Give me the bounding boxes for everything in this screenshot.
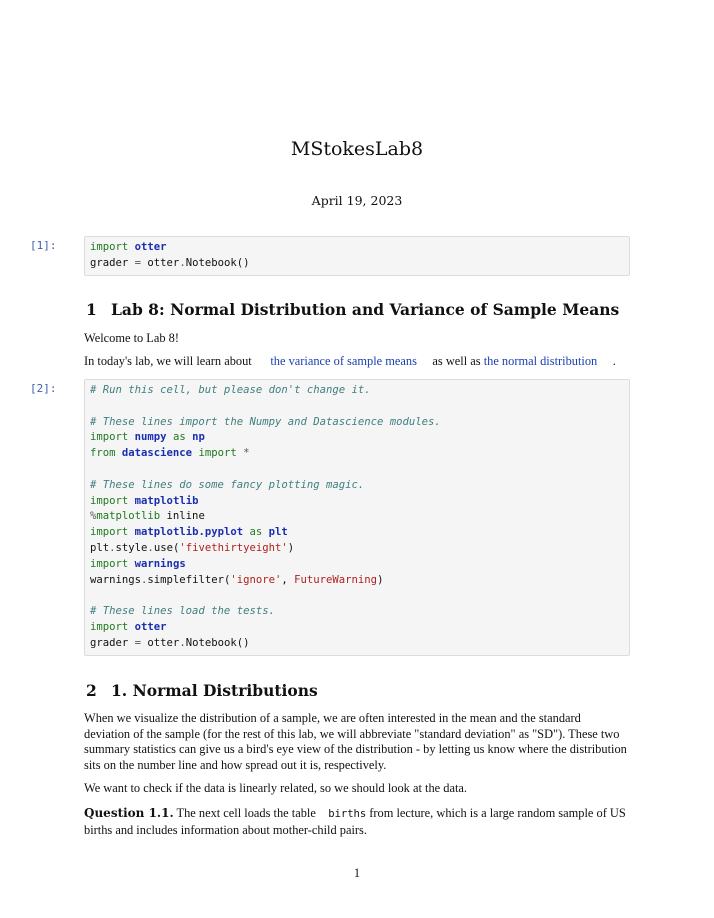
linear-check-paragraph: We want to check if the data is linearly related, so we should look at the data. bbox=[84, 781, 467, 795]
code-line bbox=[90, 399, 624, 415]
code-line bbox=[90, 462, 624, 478]
intro-text-middle: as well as bbox=[432, 354, 481, 368]
code-line: # These lines do some fancy plotting magic. bbox=[90, 478, 365, 491]
page-number: 1 bbox=[353, 866, 361, 880]
normal-distributions-paragraph: When we visualize the distribution of a sample, we are often interested in the mean and the standard deviation of the sample (for the rest of this lab, we will abbreviate "standard deviation" as "SD"). These two summary statistics can give us a bird's eye view of the distribution - by letting us know where the distribution sits on the number line and how spread out it is, respectively. bbox=[84, 711, 627, 772]
intro-text-end: . bbox=[612, 354, 616, 368]
section-title: 1. Normal Distributions bbox=[111, 681, 318, 700]
code-line: grader = otter.Notebook() bbox=[90, 256, 250, 269]
cell-prompt-1: [1]: bbox=[30, 239, 57, 252]
question-1-1-paragraph bbox=[84, 806, 629, 838]
code-cell-1[interactable] bbox=[84, 236, 630, 276]
births-table-name: births bbox=[328, 808, 367, 820]
section-number: 2 bbox=[86, 681, 97, 700]
code-line: import otter bbox=[90, 241, 167, 253]
question-label: Question 1.1. bbox=[84, 806, 174, 820]
section-heading-2 bbox=[86, 681, 318, 700]
code-line bbox=[90, 588, 624, 604]
code-line: # Run this cell, but please don't change it. bbox=[90, 384, 371, 396]
normal-distribution-link[interactable]: the normal distribution bbox=[483, 354, 598, 368]
code-line: # These lines import the Numpy and Datascience modules. bbox=[90, 415, 441, 428]
question-text-rest: from lecture, which is a large random sample of US births and includes information about mother-child pairs. bbox=[84, 806, 626, 837]
code-line: import matplotlib.pyplot as plt bbox=[90, 526, 288, 539]
cell-prompt-2: [2]: bbox=[30, 382, 57, 395]
section-number: 1 bbox=[86, 300, 97, 319]
code-line: %matplotlib inline bbox=[90, 510, 205, 523]
code-block bbox=[90, 240, 624, 272]
variance-of-sample-means-link[interactable]: the variance of sample means bbox=[270, 354, 417, 368]
section-heading-1 bbox=[86, 300, 619, 319]
code-line: import matplotlib bbox=[90, 494, 199, 507]
code-line: plt.style.use('fivethirtyeight') bbox=[90, 541, 295, 554]
code-line: # These lines load the tests. bbox=[90, 605, 275, 618]
document-title: MStokesLab8 bbox=[290, 138, 424, 160]
code-line: warnings.simplefilter('ignore', FutureWarning) bbox=[90, 573, 384, 586]
code-line: grader = otter.Notebook() bbox=[90, 636, 250, 649]
code-line: import warnings bbox=[90, 557, 186, 570]
intro-paragraph bbox=[84, 354, 629, 370]
code-line: import otter bbox=[90, 620, 167, 633]
document-date: April 19, 2023 bbox=[311, 193, 403, 208]
question-text: The next cell loads the table bbox=[176, 806, 316, 820]
section-title: Lab 8: Normal Distribution and Variance of Sample Means bbox=[111, 300, 620, 319]
code-line: from datascience import * bbox=[90, 447, 250, 460]
code-line: import numpy as np bbox=[90, 431, 205, 444]
intro-text: In today's lab, we will learn about bbox=[84, 354, 252, 368]
code-cell-2[interactable] bbox=[84, 379, 630, 656]
code-block bbox=[90, 383, 624, 652]
welcome-text: Welcome to Lab 8! bbox=[84, 331, 179, 345]
